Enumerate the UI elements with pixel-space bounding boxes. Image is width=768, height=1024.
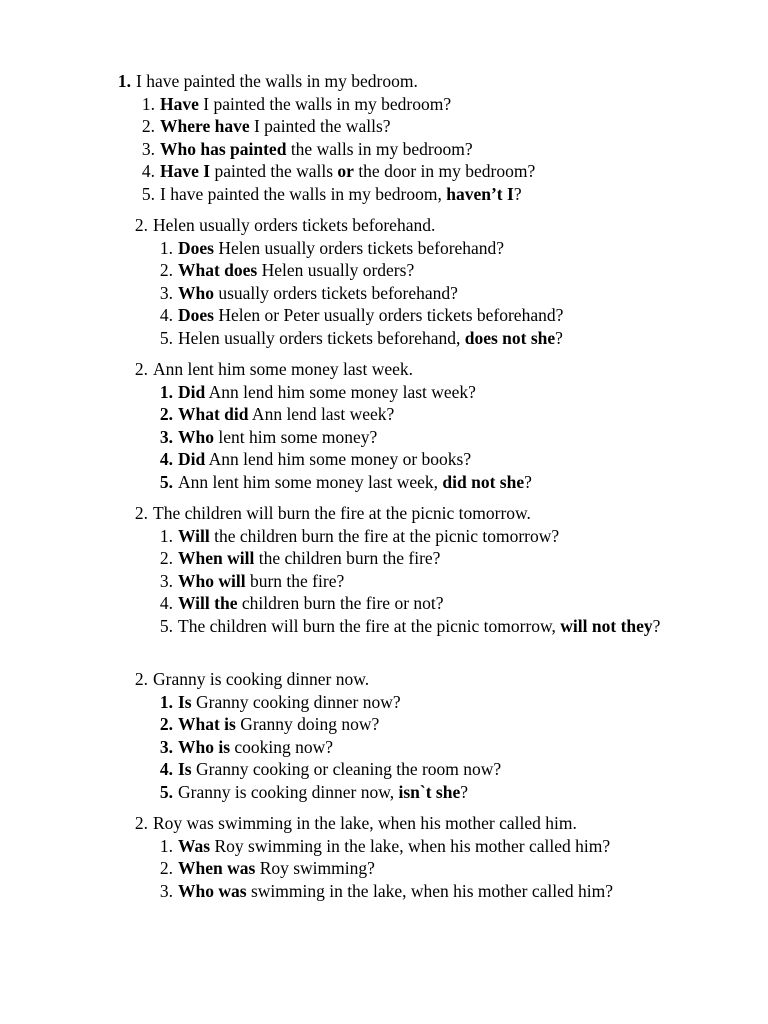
question-fragment: the walls in my bedroom?	[286, 138, 473, 159]
question-keyword: Who will	[178, 570, 246, 591]
question-keyword: Is	[178, 759, 192, 779]
question-text	[178, 547, 715, 570]
question-number: 5.	[141, 183, 155, 204]
question-text	[178, 592, 715, 615]
question-number: 1.	[159, 525, 173, 546]
sentence-number: 2.	[134, 503, 148, 523]
question-keyword: Is	[178, 691, 192, 712]
question-fragment: Helen or Peter usually orders tickets beforehand?	[213, 305, 564, 325]
question-text	[178, 237, 718, 260]
question-number: 5.	[159, 327, 173, 348]
question-item	[155, 426, 718, 449]
question-text	[178, 758, 718, 781]
question-number: 1.	[159, 691, 173, 712]
question-item	[137, 183, 720, 206]
question-item	[155, 736, 718, 759]
question-item	[155, 781, 718, 804]
question-fragment: The children will burn the fire at the picnic tomorrow,	[178, 615, 561, 636]
question-number: 5.	[159, 471, 173, 492]
question-number: 2.	[159, 858, 173, 878]
source-sentence	[130, 668, 369, 691]
question-fragment: Granny doing now?	[235, 714, 380, 734]
question-item	[155, 471, 718, 494]
question-keyword: Will	[178, 525, 210, 546]
question-group	[130, 812, 614, 901]
question-number: 1.	[159, 237, 173, 258]
question-keyword: Does	[178, 237, 214, 258]
question-text	[178, 525, 715, 548]
question-fragment: burn the fire?	[245, 570, 345, 591]
question-text	[160, 160, 720, 183]
question-fragment: painted the walls	[210, 161, 338, 181]
question-number: 3.	[159, 426, 173, 447]
question-fragment: Ann lend last week?	[248, 404, 395, 424]
question-list	[155, 237, 718, 350]
question-fragment: Helen usually orders tickets beforehand,	[178, 327, 465, 348]
question-keyword: Have I	[160, 161, 211, 181]
question-item	[155, 713, 718, 736]
question-text	[178, 426, 718, 449]
sentence-text: The children will burn the fire at the picnic tomorrow.	[153, 503, 531, 523]
question-keyword: Did	[178, 449, 206, 469]
question-text	[178, 282, 718, 305]
question-keyword: will not they	[560, 615, 653, 636]
question-keyword: Was	[178, 835, 211, 856]
question-keyword: What did	[178, 404, 249, 424]
question-item	[155, 525, 715, 548]
question-fragment: Granny cooking dinner now?	[191, 691, 401, 712]
question-keyword: Who was	[178, 880, 247, 901]
question-group	[130, 214, 564, 348]
question-fragment: Granny cooking or cleaning the room now?	[191, 759, 502, 779]
question-fragment: Ann lend him some money or books?	[205, 449, 472, 469]
question-list	[155, 835, 715, 903]
question-fragment: Granny is cooking dinner now,	[178, 781, 399, 802]
question-text	[178, 403, 718, 426]
sentence-text: I have painted the walls in my bedroom.	[136, 71, 418, 91]
question-item	[155, 237, 718, 260]
question-text	[178, 781, 718, 804]
question-keyword: Who	[178, 426, 214, 447]
question-fragment: Ann lend him some money last week?	[205, 381, 476, 402]
question-number: 3.	[159, 282, 173, 303]
question-keyword: does not she	[464, 327, 556, 348]
question-number: 1.	[141, 93, 155, 114]
question-keyword: Who	[178, 282, 214, 303]
question-group	[130, 668, 502, 802]
sentence-number: 2.	[134, 813, 148, 833]
question-fragment: ?	[524, 471, 532, 492]
question-text	[178, 381, 718, 404]
question-text	[160, 93, 720, 116]
question-keyword: Did	[178, 381, 206, 402]
question-number: 3.	[159, 880, 173, 901]
question-group	[130, 502, 661, 636]
question-list	[155, 525, 715, 638]
question-fragment: the children burn the fire at the picnic tomorrow?	[209, 525, 560, 546]
question-number: 3.	[141, 138, 155, 159]
question-item	[155, 547, 715, 570]
question-fragment: I have painted the walls in my bedroom,	[160, 183, 447, 204]
question-number: 2.	[159, 714, 173, 734]
question-item	[155, 304, 718, 327]
question-text	[178, 880, 715, 903]
question-fragment: cooking now?	[230, 736, 334, 757]
question-item	[137, 138, 720, 161]
question-number: 3.	[159, 736, 173, 757]
question-keyword: What does	[178, 260, 258, 280]
question-text	[178, 304, 718, 327]
question-item	[155, 448, 718, 471]
question-text	[160, 183, 720, 206]
question-keyword: or	[337, 161, 354, 181]
question-keyword: When was	[178, 858, 256, 878]
source-sentence	[130, 502, 531, 525]
question-text	[178, 448, 718, 471]
sentence-number: 2.	[134, 359, 148, 379]
sentence-text: Roy was swimming in the lake, when his mother called him.	[153, 813, 577, 833]
question-fragment: Helen usually orders tickets beforehand?	[213, 237, 505, 258]
question-number: 5.	[159, 781, 173, 802]
source-sentence	[130, 214, 435, 237]
question-number: 4.	[159, 593, 173, 613]
question-text	[178, 713, 718, 736]
question-item	[155, 857, 715, 880]
question-item	[155, 835, 715, 858]
sentence-text: Helen usually orders tickets beforehand.	[153, 215, 436, 235]
question-number: 1.	[159, 835, 173, 856]
question-text	[178, 471, 718, 494]
question-text	[160, 138, 720, 161]
question-item	[155, 259, 718, 282]
question-fragment: I painted the walls?	[249, 116, 391, 136]
question-keyword: Does	[178, 305, 214, 325]
question-fragment: ?	[652, 615, 661, 636]
question-item	[155, 880, 715, 903]
question-number: 1.	[159, 381, 173, 402]
question-fragment: ?	[555, 327, 563, 348]
sentence-text: Granny is cooking dinner now.	[153, 669, 370, 689]
question-text	[178, 835, 715, 858]
question-list	[155, 381, 718, 494]
question-fragment: Roy swimming?	[255, 858, 375, 878]
question-item	[155, 592, 715, 615]
question-item	[155, 691, 718, 714]
question-fragment: Ann lent him some money last week,	[178, 471, 443, 492]
question-item	[137, 115, 720, 138]
question-number: 2.	[141, 116, 155, 136]
question-group	[113, 70, 536, 204]
question-item	[137, 93, 720, 116]
question-keyword: Have	[160, 93, 199, 114]
question-text	[178, 327, 718, 350]
sentence-number: 1.	[117, 71, 131, 91]
question-item	[137, 160, 720, 183]
question-fragment: ?	[513, 183, 522, 204]
question-fragment: I painted the walls in my bedroom?	[198, 93, 452, 114]
source-sentence	[130, 812, 577, 835]
question-fragment: Helen usually orders?	[257, 260, 415, 280]
question-text	[178, 259, 718, 282]
question-fragment: lent him some money?	[213, 426, 378, 447]
question-group	[130, 358, 532, 492]
question-keyword: Where have	[160, 116, 250, 136]
question-number: 2.	[159, 548, 173, 568]
question-item	[155, 758, 718, 781]
question-keyword: haven’t I	[446, 183, 514, 204]
question-item	[155, 570, 715, 593]
question-number: 5.	[159, 615, 173, 636]
question-keyword: Will the	[178, 593, 238, 613]
question-number: 3.	[159, 570, 173, 591]
question-item	[155, 381, 718, 404]
question-number: 2.	[159, 404, 173, 424]
question-text	[178, 857, 715, 880]
question-keyword: What is	[178, 714, 236, 734]
question-list	[155, 691, 718, 804]
sentence-number: 2.	[134, 669, 148, 689]
question-number: 4.	[141, 161, 155, 181]
question-fragment: ?	[460, 781, 469, 802]
question-text	[178, 615, 715, 638]
question-keyword: isn`t she	[398, 781, 461, 802]
question-item	[155, 403, 718, 426]
question-item	[155, 282, 718, 305]
question-keyword: Who has painted	[160, 138, 287, 159]
question-text	[178, 691, 718, 714]
question-keyword: did not she	[442, 471, 525, 492]
question-number: 4.	[159, 759, 173, 779]
question-number: 2.	[159, 260, 173, 280]
question-item	[155, 327, 718, 350]
question-keyword: Who is	[178, 736, 231, 757]
sentence-text: Ann lent him some money last week.	[153, 359, 414, 379]
question-fragment: Roy swimming in the lake, when his mother called him?	[210, 835, 611, 856]
question-text	[160, 115, 720, 138]
question-fragment: usually orders tickets beforehand?	[213, 282, 458, 303]
source-sentence	[113, 70, 418, 93]
question-list	[137, 93, 720, 206]
question-fragment: the children burn the fire?	[254, 548, 441, 568]
source-sentence	[130, 358, 413, 381]
sentence-number: 2.	[134, 215, 148, 235]
question-number: 4.	[159, 449, 173, 469]
question-fragment: children burn the fire or not?	[237, 593, 444, 613]
question-text	[178, 736, 718, 759]
question-text	[178, 570, 715, 593]
question-fragment: the door in my bedroom?	[353, 161, 536, 181]
question-number: 4.	[159, 305, 173, 325]
question-keyword: When will	[178, 548, 255, 568]
question-fragment: swimming in the lake, when his mother called him?	[246, 880, 614, 901]
question-item	[155, 615, 715, 638]
